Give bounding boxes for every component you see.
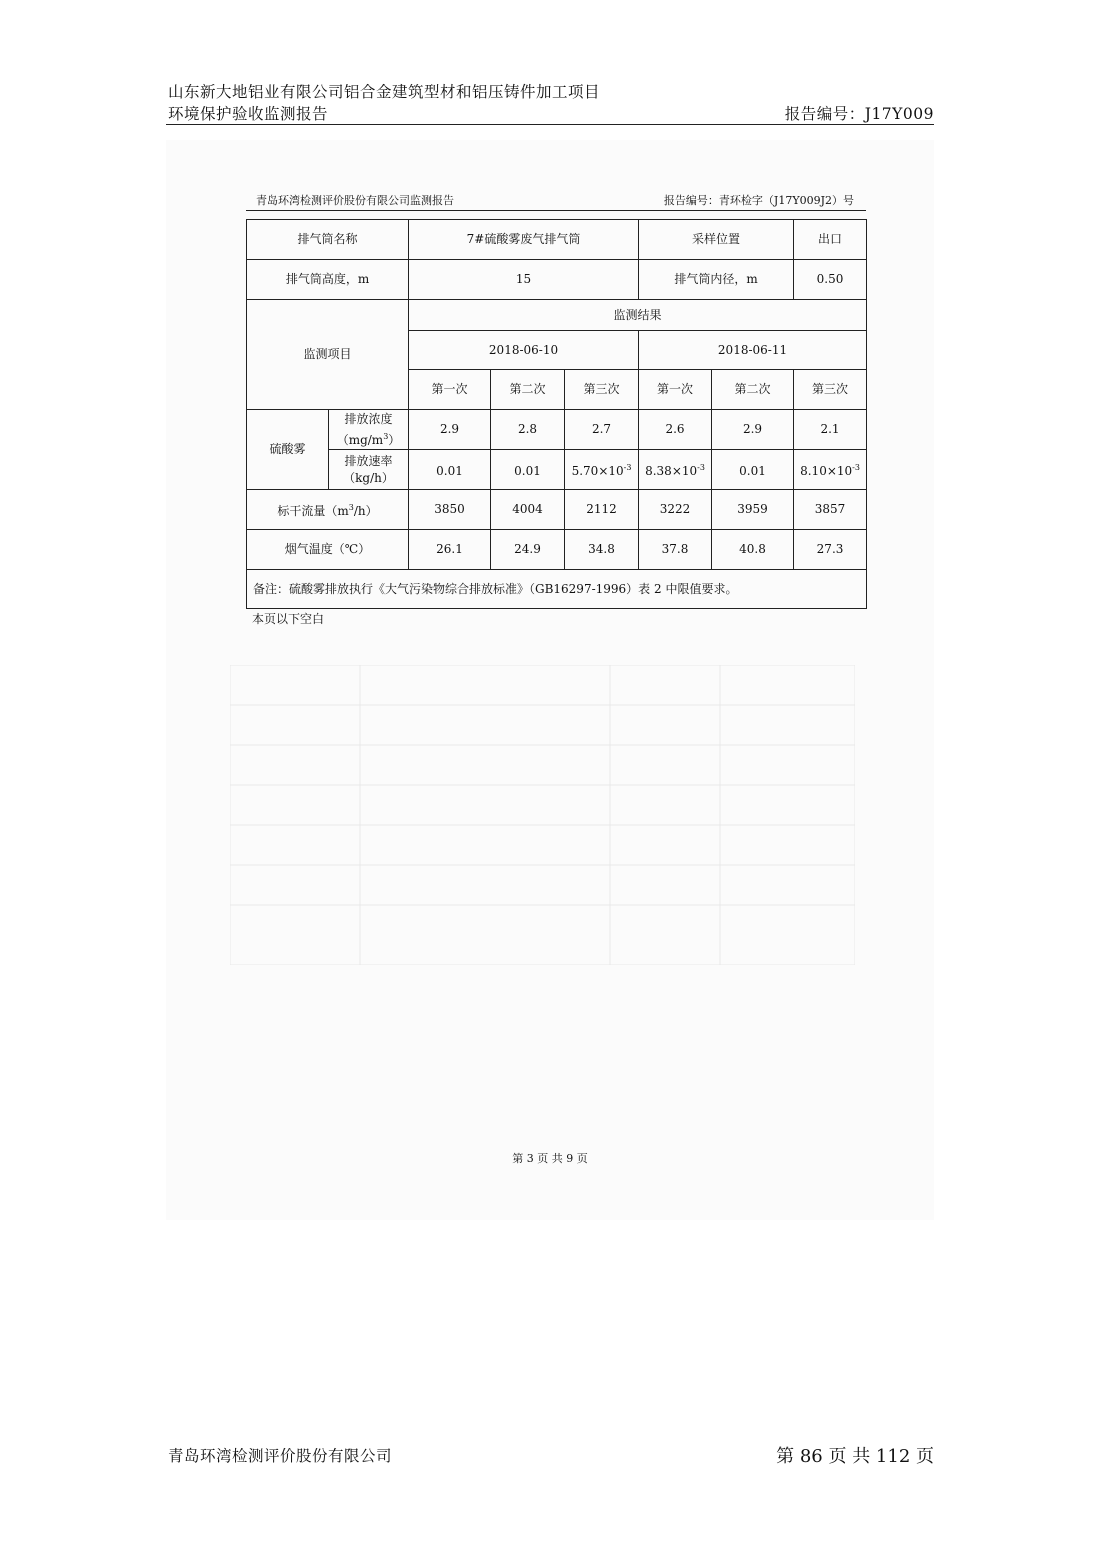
concentration-cell: 2.9 [712,410,794,450]
flow-rate-cell: 3850 [409,490,491,530]
sampling-position-value: 出口 [794,220,867,260]
stack-name-value: 7#硫酸雾废气排气筒 [409,220,639,260]
temperature-cell: 24.9 [491,530,565,570]
date-header: 2018-06-11 [639,331,867,370]
results-header: 监测结果 [409,300,867,331]
inner-org-name: 青岛环湾检测评价股份有限公司监测报告 [256,194,454,207]
temperature-cell: 27.3 [794,530,867,570]
document-report-number: 报告编号：J17Y009 [784,105,934,123]
emission-rate-cell: 0.01 [409,450,491,490]
run-header: 第二次 [712,370,794,410]
table-row [247,450,867,490]
footer-page-number: 第 86 页 共 112 页 [776,1446,934,1467]
emission-rate-cell: 0.01 [491,450,565,490]
concentration-cell: 2.1 [794,410,867,450]
emission-rate-cell: 0.01 [712,450,794,490]
inner-header-divider [246,210,866,211]
run-header: 第一次 [409,370,491,410]
concentration-cell: 2.7 [565,410,639,450]
run-header: 第二次 [491,370,565,410]
flow-rate-cell: 3857 [794,490,867,530]
date-header: 2018-06-10 [409,331,639,370]
run-header: 第一次 [639,370,712,410]
temperature-cell: 26.1 [409,530,491,570]
document-subtitle: 环境保护验收监测报告 [168,105,329,123]
emission-rate-label: 排放速率 （kg/h） [329,450,409,490]
sampling-position-label: 采样位置 [639,220,794,260]
flow-rate-cell: 4004 [491,490,565,530]
flow-rate-cell: 2112 [565,490,639,530]
temperature-cell: 37.8 [639,530,712,570]
table-note: 备注：硫酸雾排放执行《大气污染物综合排放标准》（GB16297-1996）表 2 中限值要求。 [247,570,867,609]
concentration-cell: 2.6 [639,410,712,450]
emission-rate-cell: $8.10\times 10^{-3}$ [794,450,867,490]
header-divider [166,124,934,125]
table-row [247,530,867,570]
table-row [247,300,867,331]
inner-report-number: 报告编号：青环检字（J17Y009J2）号 [663,194,854,207]
flow-rate-cell: 3959 [712,490,794,530]
blank-page-note: 本页以下空白 [252,612,325,626]
table-row [247,570,867,609]
table-row [247,490,867,530]
pollutant-name: 硫酸雾 [247,410,329,490]
temperature-cell: 40.8 [712,530,794,570]
run-header: 第三次 [565,370,639,410]
footer-org-name: 青岛环湾检测评价股份有限公司 [168,1447,393,1465]
table-row [247,260,867,300]
concentration-cell: 2.8 [491,410,565,450]
bleed-through-shadow [230,665,855,965]
monitoring-item-label: 监测项目 [247,300,409,410]
stack-height-label: 排气筒高度，m [247,260,409,300]
concentration-label: 排放浓度 $(mg/m^3)$ [329,410,409,450]
emission-rate-cell: $8.38\times 10^{-3}$ [639,450,712,490]
stack-height-value: 15 [409,260,639,300]
table-row [247,220,867,260]
stack-name-label: 排气筒名称 [247,220,409,260]
inner-page-number: 第 3 页 共 9 页 [512,1152,588,1165]
emission-rate-cell: $5.70\times 10^{-3}$ [565,450,639,490]
document-title: 山东新大地铝业有限公司铝合金建筑型材和铝压铸件加工项目 [168,83,601,101]
concentration-cell: 2.9 [409,410,491,450]
flow-rate-cell: 3222 [639,490,712,530]
table-row [247,410,867,450]
run-header: 第三次 [794,370,867,410]
stack-diameter-label: 排气筒内径，m [639,260,794,300]
flue-gas-temperature-label: 烟气温度（℃） [247,530,409,570]
flow-rate-label: 标干流量$(m^3/h)$ [247,490,409,530]
monitoring-results-table [246,219,867,609]
stack-diameter-value: 0.50 [794,260,867,300]
temperature-cell: 34.8 [565,530,639,570]
